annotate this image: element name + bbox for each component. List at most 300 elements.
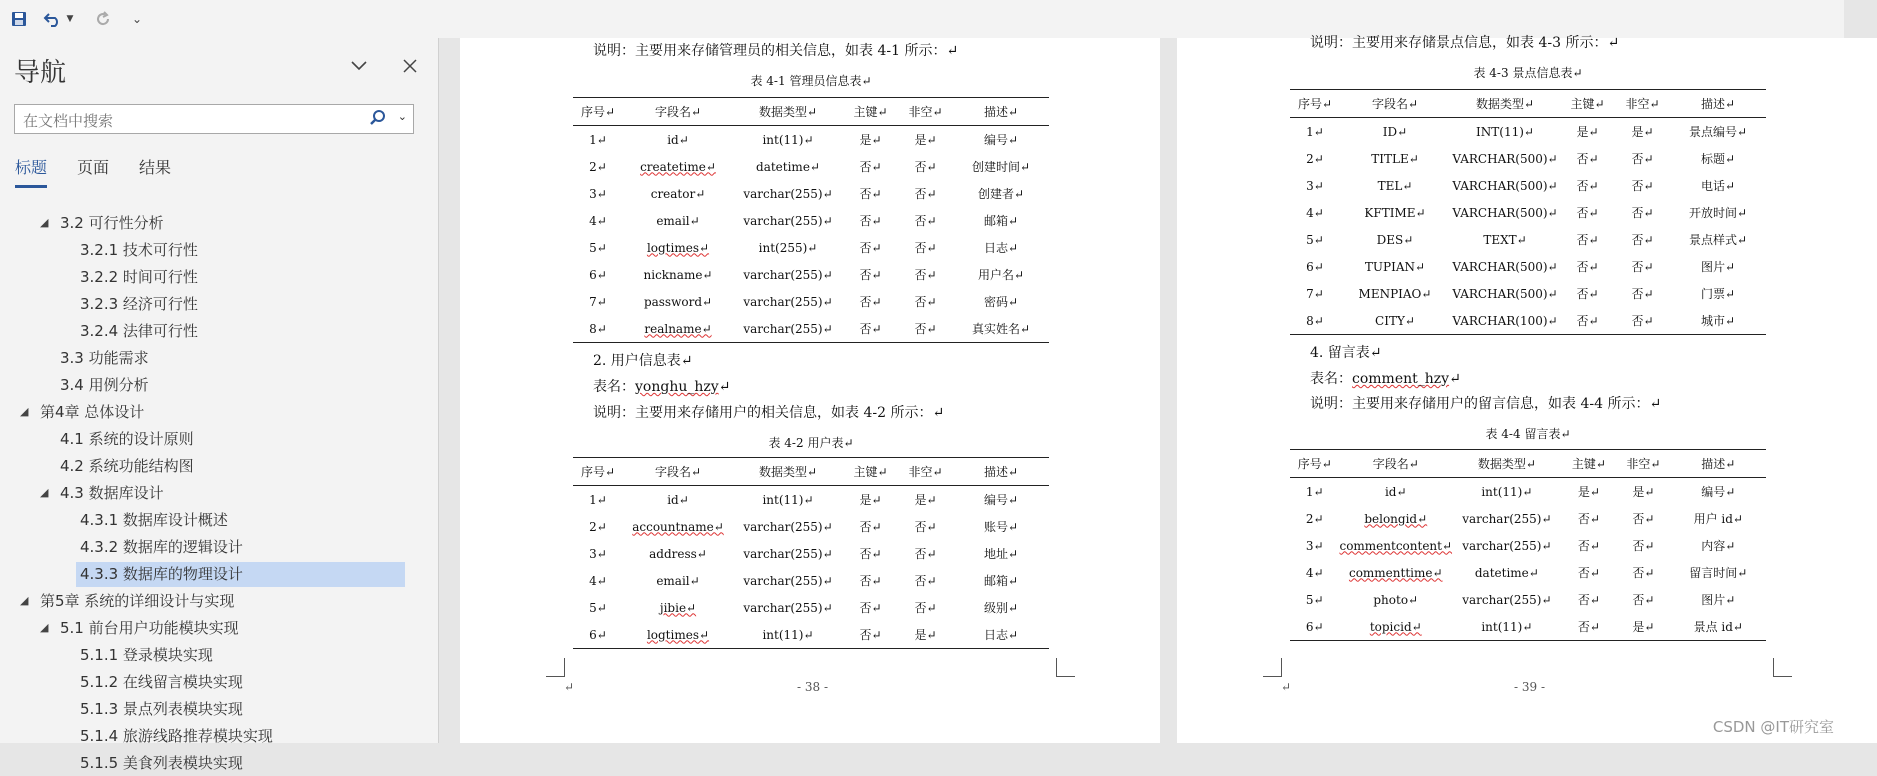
table-cell <box>1562 613 1616 641</box>
table-cell-text: 否↵ <box>1632 566 1655 580</box>
table-cell <box>1340 307 1450 335</box>
table-cell <box>1290 559 1339 586</box>
table-cell-text: 否↵ <box>1576 179 1599 193</box>
table-cell <box>623 234 733 261</box>
document-page-39 <box>1177 35 1877 743</box>
table-cell <box>1452 559 1562 586</box>
table-cell-text: 否↵ <box>914 268 937 282</box>
table-row <box>573 315 1049 343</box>
table-cell-text: 1↵ <box>1306 124 1324 139</box>
table-cell-text: 否↵ <box>1631 287 1654 301</box>
table-cell <box>1340 145 1450 172</box>
table-cell <box>573 288 623 315</box>
table-header-cell: 序号↵ <box>573 458 623 486</box>
table-cell-text: int(11)↵ <box>1481 484 1533 499</box>
table-cell-text: 城市↵ <box>1700 314 1736 328</box>
nav-tabs <box>15 155 171 188</box>
table-cell-text: 否↵ <box>1631 314 1654 328</box>
table-cell-text: 用户名↵ <box>977 268 1025 282</box>
table-cell <box>1290 478 1339 506</box>
table-cell-text: 留言时间↵ <box>1689 566 1748 580</box>
table-cell-text: 邮箱↵ <box>983 574 1019 588</box>
page-number: - 38 - <box>797 680 829 694</box>
table-description: 说明：主要用来存储管理员的相关信息，如表 4-1 所示：↵ <box>593 43 959 59</box>
table-cell <box>733 486 843 514</box>
table-cell-text: 3↵ <box>1305 538 1324 553</box>
outline-item[interactable] <box>80 535 243 560</box>
outline-item-label: 3.4 用例分析 <box>60 376 149 394</box>
navigation-pane <box>0 38 439 772</box>
search-icon[interactable] <box>369 109 389 129</box>
tab-pages[interactable]: 页面 <box>77 158 110 177</box>
outline-item-label: 5.1 前台用户功能模块实现 <box>60 619 239 637</box>
table-cell <box>1616 532 1670 559</box>
table-cell-text: 4↵ <box>1305 565 1324 580</box>
table-cell-text: KFTIME↵ <box>1364 205 1426 220</box>
table-cell <box>1340 226 1450 253</box>
outline-item-label: 5.1.5 美食列表模块实现 <box>80 754 243 772</box>
table-cell-text: email↵ <box>656 573 700 588</box>
undo-dropdown-icon[interactable]: ▼ <box>66 14 74 24</box>
table-cell <box>953 513 1049 540</box>
table-cell <box>733 153 843 180</box>
table-cell <box>843 261 898 288</box>
table-cell <box>843 567 898 594</box>
table-cell-text: TEXT↵ <box>1483 232 1527 247</box>
table-cell <box>573 567 623 594</box>
collapse-arrow-icon[interactable]: ◢ <box>40 621 49 634</box>
table-cell-text: 7↵ <box>1306 286 1324 301</box>
table-cell <box>1290 226 1340 253</box>
table-row <box>573 126 1049 154</box>
table-cell-text: 地址↵ <box>983 547 1019 561</box>
table-row <box>573 288 1049 315</box>
table-cell-text: 4↵ <box>589 573 607 588</box>
table-cell <box>1450 145 1560 172</box>
table-name: 表名：yonghu_hzy↵ <box>593 379 731 395</box>
outline-item-label: 4.3 数据库设计 <box>60 484 164 502</box>
table-cell <box>573 621 623 649</box>
table-cell-text: 是↵ <box>859 493 882 507</box>
table-cell-text: 否↵ <box>914 520 937 534</box>
table-cell <box>1290 172 1340 199</box>
table-cell-text: 否↵ <box>1632 512 1655 526</box>
table-cell <box>733 180 843 207</box>
table-cell-text: MENPIAO↵ <box>1358 286 1432 301</box>
table-cell <box>1562 559 1616 586</box>
table-cell-text: 4↵ <box>1306 205 1324 220</box>
table-cell-text: 否↵ <box>1631 179 1654 193</box>
table-cell <box>1560 172 1615 199</box>
table-caption: 表 4-1 管理员信息表↵ <box>750 74 872 88</box>
table-cell <box>1560 253 1615 280</box>
save-icon[interactable] <box>8 8 30 30</box>
table-cell-text: 否↵ <box>1576 314 1599 328</box>
table-cell <box>573 234 623 261</box>
table-header-cell: 数据类型↵ <box>733 458 843 486</box>
table-cell-text: accountname↵ <box>632 519 724 534</box>
table-cell <box>1290 118 1340 146</box>
outline-item-label: 第5章 系统的详细设计与实现 <box>40 592 235 610</box>
table-cell-text: 8↵ <box>1306 313 1324 328</box>
nav-options-chevron-icon[interactable] <box>345 52 373 80</box>
section-heading: 4. 留言表↵ <box>1310 345 1382 361</box>
table-cell <box>573 315 623 343</box>
table-cell <box>1560 118 1615 146</box>
table-header-cell: 序号↵ <box>1290 450 1339 478</box>
table-cell <box>1560 307 1615 335</box>
table-cell-text: 否↵ <box>1576 260 1599 274</box>
table-cell-text: 否↵ <box>1576 233 1599 247</box>
outline-item-label: 4.3.2 数据库的逻辑设计 <box>80 538 243 556</box>
table-cell-text: 内容↵ <box>1701 539 1736 553</box>
table-row <box>1290 226 1766 253</box>
table-cell <box>733 288 843 315</box>
user-table <box>573 457 1049 649</box>
table-cell-text: varchar(255)↵ <box>743 267 833 282</box>
table-cell-text: 账号↵ <box>983 520 1019 534</box>
table-header-cell: 数据类型↵ <box>733 98 843 126</box>
collapse-arrow-icon[interactable]: ◢ <box>20 594 29 607</box>
table-cell <box>1339 478 1452 506</box>
outline-item[interactable] <box>76 562 405 587</box>
margin-corner-mark <box>1263 658 1282 677</box>
table-cell-text: 密码↵ <box>983 295 1019 309</box>
table-cell-text: 2↵ <box>1306 151 1324 166</box>
table-cell <box>1670 307 1766 335</box>
table-cell-text: VARCHAR(500)↵ <box>1452 178 1558 193</box>
outline-item[interactable] <box>80 319 198 344</box>
table-cell-text: address↵ <box>649 546 707 561</box>
collapse-arrow-icon[interactable]: ◢ <box>40 216 49 229</box>
nav-scrollbar[interactable] <box>420 221 436 741</box>
table-cell <box>623 594 733 621</box>
table-header-cell: 字段名↵ <box>623 458 733 486</box>
table-cell <box>573 126 623 154</box>
table-cell <box>953 567 1049 594</box>
table-cell-text: varchar(255)↵ <box>743 573 833 588</box>
table-cell <box>733 261 843 288</box>
table-cell-text: 否↵ <box>1631 206 1654 220</box>
table-cell <box>733 315 843 343</box>
table-cell <box>573 486 623 514</box>
table-cell-text: CITY↵ <box>1375 313 1415 328</box>
table-cell-text: 否↵ <box>859 241 882 255</box>
table-cell-text: 否↵ <box>859 187 882 201</box>
table-cell-text: TITLE↵ <box>1371 151 1419 166</box>
table-cell <box>1671 586 1766 613</box>
table-cell-text: 5↵ <box>1306 232 1324 247</box>
table-cell-text: logtimes↵ <box>646 627 710 642</box>
tab-results[interactable]: 结果 <box>139 158 172 177</box>
table-cell <box>1670 199 1766 226</box>
outline-item[interactable] <box>80 508 228 533</box>
table-cell <box>898 315 953 343</box>
outline-item-label: 5.1.2 在线留言模块实现 <box>80 673 243 691</box>
table-cell <box>1339 559 1452 586</box>
outline-item[interactable] <box>60 346 149 371</box>
table-cell-text: jibie↵ <box>659 600 697 615</box>
table-cell-text: 景点编号↵ <box>1688 125 1748 139</box>
table-cell <box>898 594 953 621</box>
table-cell <box>1671 505 1766 532</box>
search-dropdown-icon[interactable]: ⌄ <box>397 110 407 123</box>
outline-item[interactable] <box>60 427 194 452</box>
table-cell <box>1616 505 1670 532</box>
outline-item[interactable] <box>80 724 273 749</box>
undo-icon[interactable] <box>42 8 64 30</box>
table-cell <box>843 234 898 261</box>
table-cell-text: VARCHAR(500)↵ <box>1452 286 1558 301</box>
table-cell-text: 否↵ <box>1577 593 1600 607</box>
table-cell-text: commentcontent↵ <box>1339 538 1453 553</box>
table-row <box>1290 532 1766 559</box>
table-cell <box>623 540 733 567</box>
collapse-arrow-icon[interactable]: ◢ <box>20 405 29 418</box>
table-cell <box>1616 613 1670 641</box>
table-cell <box>573 180 623 207</box>
table-cell <box>1616 586 1670 613</box>
table-row <box>1290 145 1766 172</box>
table-cell <box>1450 307 1560 335</box>
table-cell-text: VARCHAR(500)↵ <box>1452 205 1558 220</box>
table-cell <box>953 621 1049 649</box>
table-cell-text: 创建时间↵ <box>971 160 1031 174</box>
table-cell <box>1290 505 1339 532</box>
section-heading: 2. 用户信息表↵ <box>593 353 693 369</box>
table-cell <box>953 486 1049 514</box>
table-cell <box>843 513 898 540</box>
table-header-cell: 非空↵ <box>898 98 953 126</box>
table-cell <box>733 513 843 540</box>
outline-item-label: 4.2 系统功能结构图 <box>60 457 194 475</box>
comment-table <box>1290 449 1766 641</box>
table-cell-text: 否↵ <box>1577 620 1600 634</box>
table-cell-text: topicid↵ <box>1369 619 1422 634</box>
table-header-cell: 非空↵ <box>898 458 953 486</box>
table-cell <box>843 540 898 567</box>
table-cell <box>1671 478 1766 506</box>
table-cell <box>843 288 898 315</box>
paragraph-mark: ↵ <box>1281 680 1292 694</box>
table-cell <box>1450 172 1560 199</box>
table-cell-text: 1↵ <box>589 492 607 507</box>
table-cell <box>1339 613 1452 641</box>
search-input[interactable] <box>14 104 414 134</box>
table-cell <box>898 513 953 540</box>
table-description: 说明：主要用来存储景点信息，如表 4-3 所示：↵ <box>1310 35 1620 51</box>
table-header-cell: 描述↵ <box>953 98 1049 126</box>
outline-item[interactable] <box>80 265 198 290</box>
table-cell-text: 编号↵ <box>983 493 1019 507</box>
table-cell-text: 真实姓名↵ <box>971 322 1031 336</box>
margin-corner-mark <box>1773 658 1792 677</box>
table-cell <box>1615 307 1670 335</box>
tab-headings[interactable]: 标题 <box>15 155 47 188</box>
table-cell <box>898 180 953 207</box>
table-cell <box>843 486 898 514</box>
table-cell <box>843 153 898 180</box>
outline-item[interactable] <box>80 697 243 722</box>
table-cell-text: varchar(255)↵ <box>1462 592 1552 607</box>
table-cell <box>623 567 733 594</box>
table-cell-text: 否↵ <box>914 295 937 309</box>
table-header-cell: 序号↵ <box>1290 90 1340 118</box>
table-cell-text: varchar(255)↵ <box>743 186 833 201</box>
table-cell-text: int(11)↵ <box>762 627 814 642</box>
outline-item-label: 第4章 总体设计 <box>40 403 145 421</box>
table-cell <box>1450 226 1560 253</box>
table-cell-text: int(11)↵ <box>762 492 814 507</box>
table-cell-text: 是↵ <box>859 133 882 147</box>
table-cell-text: VARCHAR(500)↵ <box>1452 259 1558 274</box>
table-cell <box>1290 613 1339 641</box>
table-cell-text: creator↵ <box>650 186 706 201</box>
table-cell-text: 否↵ <box>859 520 882 534</box>
outline-item[interactable] <box>80 751 243 776</box>
table-row <box>573 621 1049 649</box>
table-cell-text: 否↵ <box>859 160 882 174</box>
table-cell <box>898 540 953 567</box>
outline-item[interactable] <box>60 481 164 506</box>
table-cell-text: VARCHAR(100)↵ <box>1452 313 1558 328</box>
table-cell-text: 否↵ <box>1632 593 1655 607</box>
table-cell <box>1450 118 1560 146</box>
table-cell-text: 2↵ <box>1305 511 1324 526</box>
outline-item[interactable] <box>80 292 198 317</box>
table-cell-text: 否↵ <box>914 322 937 336</box>
table-cell-text: createtime↵ <box>640 159 716 174</box>
table-cell <box>733 621 843 649</box>
close-icon[interactable] <box>396 52 424 80</box>
table-cell <box>1450 280 1560 307</box>
outline-item[interactable] <box>60 616 239 641</box>
outline-item[interactable] <box>40 589 234 614</box>
collapse-arrow-icon[interactable]: ◢ <box>40 486 49 499</box>
table-cell <box>953 234 1049 261</box>
table-cell <box>1560 226 1615 253</box>
table-cell <box>898 567 953 594</box>
table-cell <box>953 288 1049 315</box>
outline-item[interactable] <box>80 643 213 668</box>
table-cell-text: 否↵ <box>1631 152 1654 166</box>
outline-item-label: 5.1.3 景点列表模块实现 <box>80 700 243 718</box>
table-header-cell: 主键↵ <box>1560 90 1615 118</box>
table-row <box>1290 253 1766 280</box>
table-cell <box>1671 532 1766 559</box>
table-header-cell: 描述↵ <box>1670 90 1766 118</box>
table-cell-text: id↵ <box>667 132 689 147</box>
table-cell <box>953 207 1049 234</box>
table-cell <box>1670 226 1766 253</box>
table-cell-text: TEL↵ <box>1377 178 1413 193</box>
table-cell-text: 5↵ <box>1305 592 1324 607</box>
table-caption: 表 4-4 留言表↵ <box>1485 427 1571 441</box>
table-cell-text: 是↵ <box>914 628 937 642</box>
table-cell <box>843 180 898 207</box>
table-cell <box>1452 478 1562 506</box>
table-cell <box>1450 253 1560 280</box>
outline-item[interactable] <box>60 211 164 236</box>
outline-item[interactable] <box>40 400 144 425</box>
table-cell <box>623 288 733 315</box>
outline-item-label: 4.3.3 数据库的物理设计 <box>80 565 243 583</box>
table-cell-text: varchar(255)↵ <box>743 321 833 336</box>
table-cell <box>1452 505 1562 532</box>
table-cell-text: int(11)↵ <box>762 132 814 147</box>
table-cell <box>898 261 953 288</box>
table-caption: 表 4-3 景点信息表↵ <box>1473 66 1583 80</box>
redo-icon[interactable] <box>92 8 114 30</box>
table-cell <box>623 261 733 288</box>
table-row <box>573 207 1049 234</box>
watermark: CSDN @IT研究室 <box>1712 718 1834 736</box>
table-header-cell: 字段名↵ <box>1340 90 1450 118</box>
scenic-spot-table <box>1290 89 1766 335</box>
table-cell <box>1450 199 1560 226</box>
table-cell <box>1452 532 1562 559</box>
table-cell <box>953 261 1049 288</box>
table-cell <box>1615 145 1670 172</box>
table-cell-text: 邮箱↵ <box>983 214 1019 228</box>
table-cell-text: 电话↵ <box>1700 179 1736 193</box>
table-cell-text: 否↵ <box>859 295 882 309</box>
table-cell-text: 否↵ <box>914 187 937 201</box>
table-row <box>573 513 1049 540</box>
table-header-cell: 数据类型↵ <box>1450 90 1560 118</box>
table-cell <box>733 126 843 154</box>
table-row <box>573 567 1049 594</box>
outline-item[interactable] <box>60 373 149 398</box>
table-cell <box>573 540 623 567</box>
table-cell-text: belongid↵ <box>1364 511 1428 526</box>
table-cell-text: 否↵ <box>914 241 937 255</box>
search-placeholder: 在文档中搜索 <box>23 112 114 130</box>
table-cell-text: ID↵ <box>1382 124 1408 139</box>
outline-item[interactable] <box>80 238 198 263</box>
table-cell-text: 否↵ <box>1577 512 1600 526</box>
table-cell <box>733 567 843 594</box>
table-cell-text: varchar(255)↵ <box>743 600 833 615</box>
table-cell <box>1615 172 1670 199</box>
table-row <box>573 594 1049 621</box>
table-row <box>573 234 1049 261</box>
table-cell <box>953 594 1049 621</box>
outline-item[interactable] <box>60 454 194 479</box>
customize-toolbar-icon[interactable]: ⌄ <box>131 12 143 26</box>
table-cell-text: 日志↵ <box>983 628 1019 642</box>
table-cell <box>898 153 953 180</box>
table-header-cell: 描述↵ <box>953 458 1049 486</box>
table-cell <box>1616 478 1670 506</box>
table-cell <box>1615 226 1670 253</box>
table-cell-text: 否↵ <box>914 160 937 174</box>
table-cell <box>733 540 843 567</box>
table-cell <box>843 594 898 621</box>
table-header-cell: 主键↵ <box>843 98 898 126</box>
table-cell-text: TUPIAN↵ <box>1364 259 1426 274</box>
outline-item[interactable] <box>80 670 243 695</box>
table-cell <box>898 621 953 649</box>
table-cell <box>733 207 843 234</box>
table-cell <box>573 207 623 234</box>
table-cell <box>1452 586 1562 613</box>
table-cell-text: 6↵ <box>589 627 607 642</box>
table-cell-text: 用户 id↵ <box>1693 512 1743 526</box>
table-cell <box>1670 145 1766 172</box>
table-cell <box>953 180 1049 207</box>
table-cell <box>1340 280 1450 307</box>
